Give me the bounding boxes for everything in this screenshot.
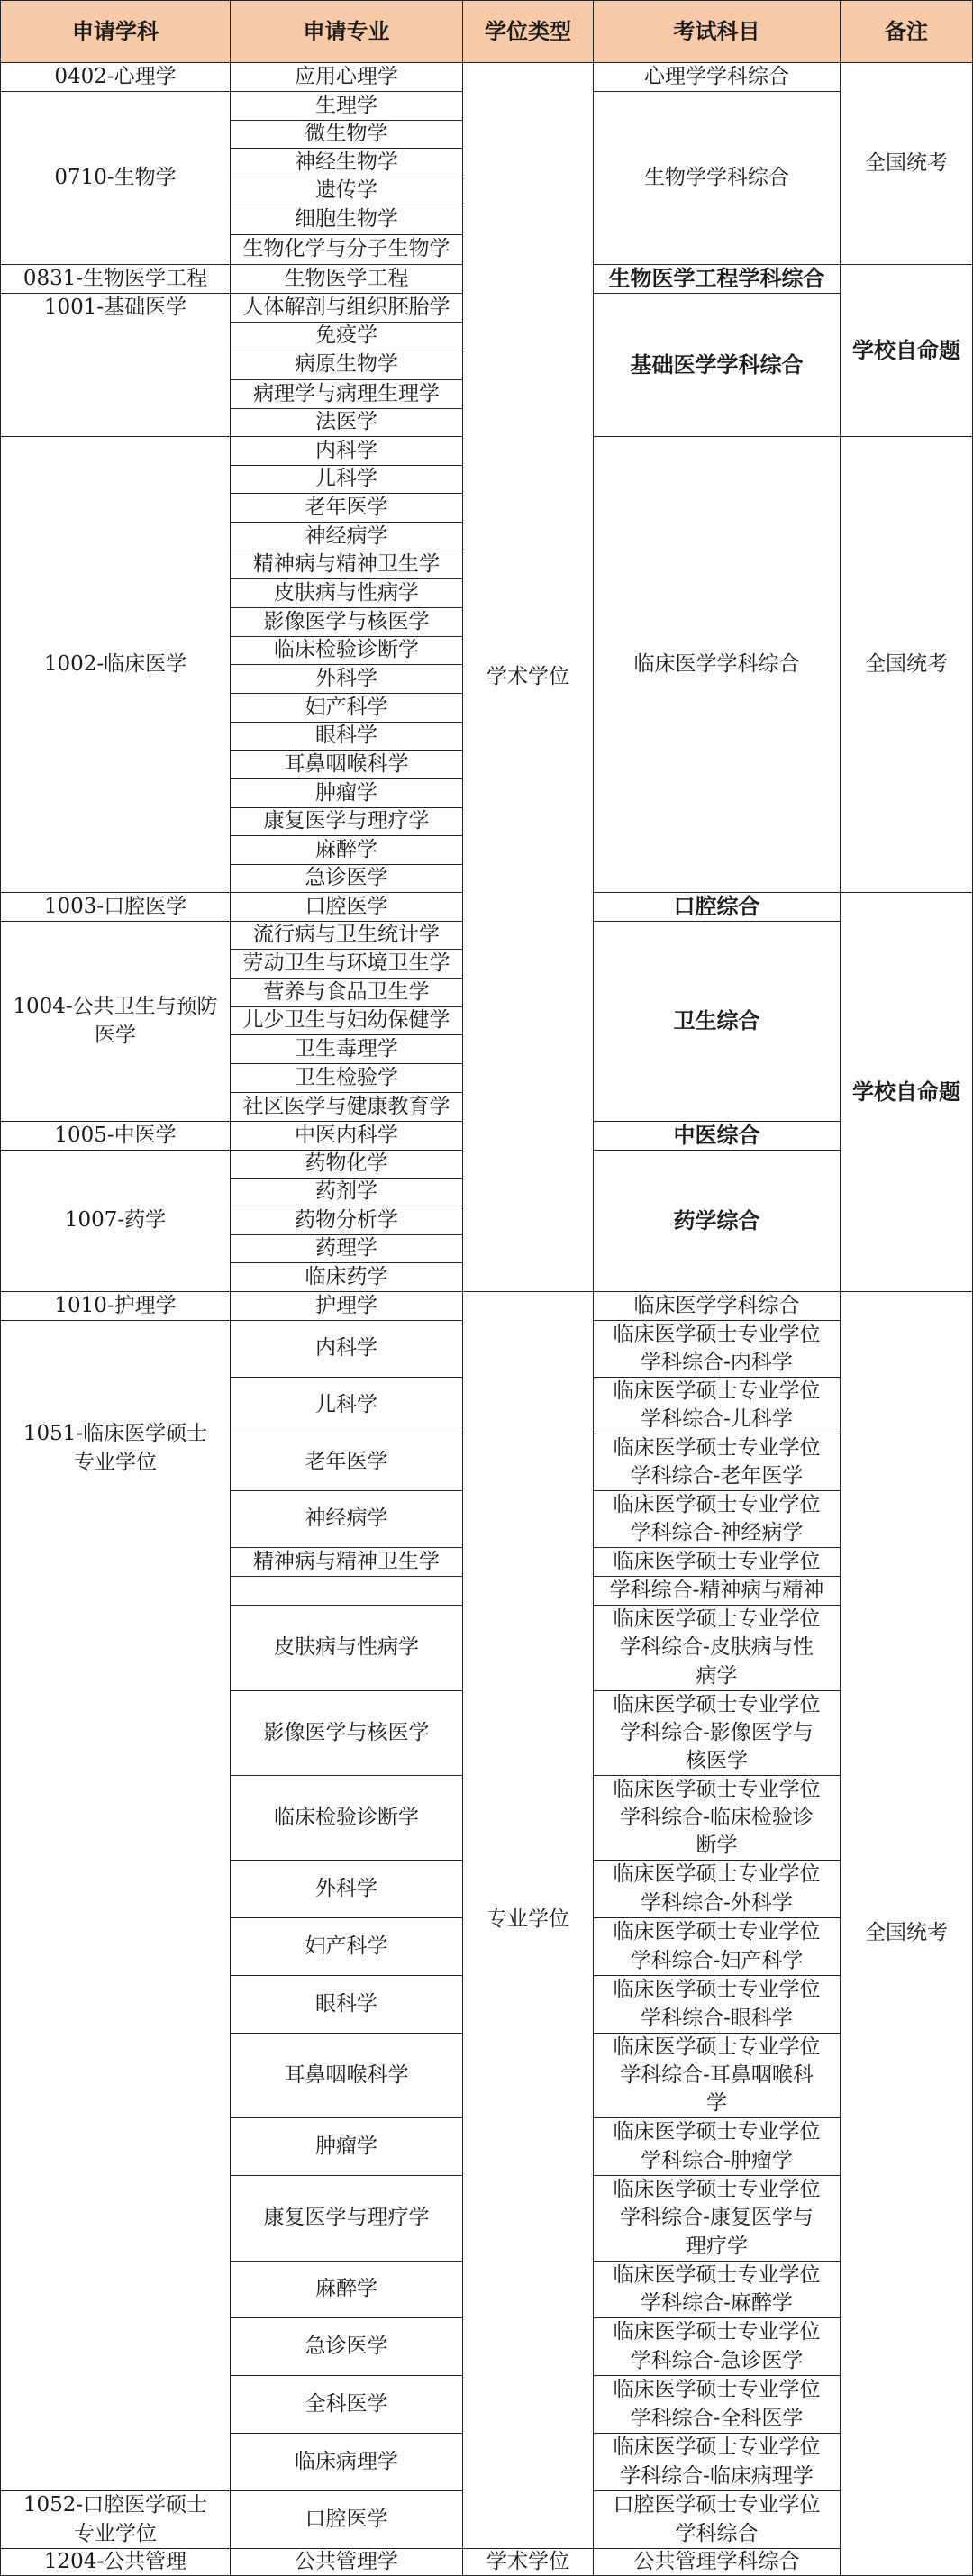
cell-remark [840,1291,973,2576]
cell-remark [840,264,973,437]
cell-major [230,2317,463,2376]
cell-major [230,1178,463,1206]
cell-remark [840,892,973,1292]
cell-text: 临床医学硕士专业学位 学科综合-临床检验诊 断学 [613,1777,821,1858]
cell-subject [0,892,231,922]
cell-text: 申请学科 [72,17,159,44]
cell-text: 临床医学硕士专业学位 学科综合-儿科学 [613,1379,821,1431]
cell-text: 耳鼻咽喉科学 [284,2062,409,2087]
cell-subject [0,1320,231,1577]
cell-text: 神经病学 [305,1506,388,1531]
cell-major [230,322,463,350]
cell-text: 临床医学硕士专业学位 学科综合-神经病学 [613,1492,821,1544]
cell-major [230,2375,463,2434]
cell-subject [0,2490,231,2549]
cell-exam [593,1150,841,1292]
cell-text: 药剂学 [315,1179,377,1204]
cell-subject [0,1150,231,1292]
cell-text: 临床医学学科综合 [633,1293,800,1317]
cell-text: 0831-生物医学工程 [23,266,208,290]
cell-text: 口腔医学硕士专业学位 学科综合 [613,2493,821,2545]
cell-degree-type [462,62,594,1292]
cell-text: 全国统考 [865,651,948,676]
cell-exam [593,1576,841,1606]
cell-major [230,1092,463,1122]
cell-text: 1001-基础医学 [43,296,187,319]
cell-text: 1007-药学 [64,1208,167,1233]
cell-text: 儿科学 [315,1393,377,1417]
cell-text: 临床检验诊断学 [274,1805,419,1829]
cell-text: 微生物学 [305,122,388,146]
cell-exam [593,1434,841,1491]
cell-remark [840,436,973,893]
cell-major [230,436,463,466]
cell-major [230,1320,463,1378]
cell-major [230,293,463,323]
cell-exam [593,892,841,922]
cell-text: 临床检验诊断学 [274,638,419,662]
cell-text: 全国统考 [865,1921,948,1945]
cell-text: 康复医学与理疗学 [263,809,430,833]
cell-major [230,148,463,177]
cell-text: 临床医学硕士专业学位 学科综合-急诊医学 [613,2320,821,2372]
cell-text: 公共管理学科综合 [633,2549,800,2573]
cell-major [230,493,463,523]
cell-text: 劳动卫生与环境卫生学 [242,951,450,975]
cell-major [230,949,463,979]
cell-exam [593,1860,841,1918]
header-remark [840,0,973,63]
cell-subject [0,293,231,350]
cell-exam [593,2433,841,2491]
cell-text: 临床医学硕士专业学位 学科综合-全科医学 [613,2378,821,2430]
cell-remark [840,62,973,265]
cell-exam [593,293,841,437]
cell-text: 麻醉学 [315,2277,377,2301]
cell-major [230,1063,463,1093]
cell-text: 妇产科学 [305,695,388,719]
cell-degree-type [462,1291,594,2549]
cell-text: 流行病与卫生统计学 [253,923,440,947]
cell-text: 口腔医学 [305,894,388,918]
cell-major [230,1605,463,1691]
cell-major [230,1291,463,1321]
cell-text: 护理学 [315,1293,377,1317]
cell-degree-type [462,2548,594,2576]
cell-major [230,750,463,779]
cell-subject [0,264,231,294]
cell-text: 病原生物学 [295,352,398,377]
cell-text: 肿瘤学 [315,780,377,805]
cell-exam [593,1975,841,2034]
cell-text: 考试科目 [673,17,760,44]
cell-major [230,1121,463,1151]
cell-major [230,1547,463,1577]
cell-text: 内科学 [315,438,377,462]
header-subject [0,0,231,63]
cell-major [230,1206,463,1235]
cell-text: 口腔医学 [305,2507,388,2531]
cell-major [230,892,463,922]
cell-major [230,350,463,380]
cell-text: 基础医学学科综合 [630,350,804,378]
cell-text: 临床医学硕士专业学位 学科综合-临床病理学 [613,2435,821,2488]
cell-major [230,205,463,235]
header-degree-type [462,0,594,63]
cell-exam [593,2375,841,2434]
cell-text: 肿瘤学 [315,2134,377,2158]
cell-major [230,465,463,494]
cell-subject [0,1291,231,1321]
cell-text: 外科学 [315,1876,377,1900]
cell-text: 1003-口腔医学 [43,894,187,918]
cell-major [230,91,463,121]
cell-text: 临床医学硕士专业学位 学科综合-肿瘤学 [613,2120,821,2172]
cell-exam [593,1690,841,1776]
cell-major [230,864,463,893]
cell-major [230,2490,463,2549]
cell-exam [593,1605,841,1691]
cell-major [230,1576,463,1606]
cell-exam [593,921,841,1122]
cell-text: 临床医学硕士专业学位 学科综合-妇产科学 [613,1920,821,1972]
cell-text: 生物化学与分子生物学 [242,237,450,261]
header-exam [593,0,841,63]
cell-text: 影像医学与核医学 [263,1720,430,1744]
cell-text: 神经病学 [305,523,388,548]
cell-text: 药学综合 [673,1206,760,1233]
cell-text: 临床医学硕士专业学位 学科综合-麻醉学 [613,2262,821,2315]
cell-text: 营养与食品卫生学 [263,979,430,1004]
cell-text: 全国统考 [865,150,948,175]
cell-major [230,120,463,149]
cell-major [230,1150,463,1179]
cell-text: 儿少卫生与妇幼保健学 [242,1008,450,1033]
merge-cover [1,1575,230,1578]
cell-major [230,1006,463,1035]
cell-text: 法医学 [315,410,377,434]
cell-text: 临床医学硕士专业学位 学科综合-耳鼻咽喉科 学 [613,2034,821,2116]
cell-exam [593,1775,841,1861]
cell-exam [593,436,841,893]
cell-text: 生理学 [315,93,377,117]
cell-text: 中医综合 [673,1122,760,1149]
cell-major [230,807,463,836]
cell-major [230,62,463,92]
cell-text: 影像医学与核医学 [263,609,430,633]
cell-text: 眼科学 [315,1991,377,2016]
cell-text: 康复医学与理疗学 [263,2206,430,2230]
cell-text: 0710-生物学 [54,165,177,189]
cell-subject [0,1576,231,2491]
cell-major [230,2033,463,2118]
cell-text: 1204-公共管理 [43,2549,187,2573]
cell-subject [0,62,231,92]
cell-text: 精神病与精神卫生学 [253,1549,440,1573]
cell-text: 1010-护理学 [54,1293,177,1317]
cell-text: 急诊医学 [305,866,388,890]
cell-text: 卫生综合 [673,1007,760,1034]
cell-text: 全科医学 [305,2391,388,2416]
cell-major [230,1262,463,1292]
cell-text: 卫生毒理学 [295,1036,398,1060]
cell-text: 病理学与病理生理学 [253,381,440,405]
cell-exam [593,2175,841,2262]
cell-exam [593,2033,841,2118]
cell-major [230,1234,463,1263]
cell-exam [593,2490,841,2549]
cell-text: 学术学位 [486,664,569,688]
cell-text: 儿科学 [315,467,377,491]
cell-major [230,636,463,665]
cell-exam [593,1320,841,1378]
cell-text: 1005-中医学 [54,1123,177,1147]
cell-text: 临床医学硕士专业学位 学科综合-皮肤病与性 病学 [613,1607,821,1688]
merge-cover [1,349,230,351]
cell-text: 1002-临床医学 [43,651,187,676]
cell-major [230,1377,463,1434]
cell-major [230,1434,463,1491]
cell-major [230,664,463,694]
cell-text: 人体解剖与组织胚胎学 [242,295,450,319]
cell-text: 眼科学 [315,724,377,748]
cell-text: 药物分析学 [295,1207,398,1232]
cell-text: 备注 [885,17,928,44]
cell-major [230,177,463,205]
cell-major [230,722,463,751]
cell-text: 临床医学硕士专业学位 学科综合-外科学 [613,1862,821,1915]
cell-major [230,264,463,294]
cell-text: 临床医学硕士专业学位 学科综合-康复医学与 理疗学 [613,2178,821,2258]
cell-text: 口腔综合 [673,893,760,920]
cell-text: 内科学 [315,1336,377,1361]
cell-major [230,2175,463,2262]
cell-exam [593,1547,841,1577]
cell-major [230,1975,463,2034]
cell-text: 生物医学工程 [284,266,409,290]
cell-text: 临床医学硕士专业学位 学科综合-内科学 [613,1322,821,1374]
cell-major [230,1690,463,1776]
cell-text: 0402-心理学 [54,64,177,88]
cell-text: 1052-口腔医学硕士 专业学位 [23,2493,208,2545]
cell-subject [0,91,231,265]
cell-text: 心理学学科综合 [644,64,789,88]
cell-major [230,2261,463,2318]
cell-exam [593,1291,841,1321]
cell-text: 学科综合-精神病与精神 [609,1578,824,1602]
cell-text: 外科学 [315,666,377,690]
cell-major [230,1490,463,1548]
cell-major [230,693,463,723]
cell-text: 细胞生物学 [295,207,398,232]
cell-text: 麻醉学 [315,837,377,861]
cell-major [230,522,463,551]
cell-text: 专业学位 [486,1907,569,1932]
cell-text: 临床医学硕士专业学位 [613,1549,821,1573]
cell-major [230,1775,463,1861]
cell-major [230,408,463,437]
cell-major [230,1860,463,1918]
cell-text: 学位类型 [485,17,571,44]
cell-text: 妇产科学 [305,1934,388,1958]
cell-text: 社区医学与健康教育学 [242,1094,450,1118]
cell-text: 1051-临床医学硕士 专业学位 [23,1422,208,1474]
cell-major [230,921,463,950]
header-major [230,0,463,63]
cell-text: 1004-公共卫生与预防 医学 [13,995,218,1047]
cell-text: 老年医学 [305,495,388,519]
cell-text: 精神病与精神卫生学 [253,552,440,577]
cell-subject [0,2548,231,2576]
cell-text: 药物化学 [305,1151,388,1176]
cell-text: 药理学 [315,1236,377,1261]
cell-major [230,2433,463,2491]
cell-text: 学校自命题 [852,1078,960,1105]
cell-exam [593,62,841,92]
cell-major [230,551,463,579]
cell-major [230,234,463,265]
cell-exam [593,264,841,294]
cell-text: 耳鼻咽喉科学 [284,751,409,776]
cell-exam [593,1377,841,1434]
cell-exam [593,2117,841,2176]
cell-major [230,1917,463,1976]
cell-text: 卫生检验学 [295,1065,398,1089]
cell-text: 临床药学 [305,1264,388,1288]
cell-major [230,2117,463,2176]
cell-subject [0,436,231,893]
cell-exam [593,91,841,265]
cell-text: 皮肤病与性病学 [274,580,419,605]
cell-subject [0,350,231,437]
cell-text: 中医内科学 [295,1123,398,1147]
cell-text: 生物学学科综合 [644,165,789,189]
cell-text: 临床医学学科综合 [633,651,800,676]
cell-exam [593,1121,841,1151]
cell-subject [0,1121,231,1151]
cell-exam [593,2317,841,2376]
cell-text: 学校自命题 [852,336,960,363]
cell-text: 遗传学 [315,178,377,203]
cell-exam [593,1490,841,1548]
cell-text: 公共管理学 [295,2549,398,2573]
cell-text: 学术学位 [486,2549,569,2573]
cell-text: 免疫学 [315,323,377,348]
cell-text: 申请专业 [303,17,390,44]
cell-major [230,379,463,409]
cell-text: 老年医学 [305,1450,388,1474]
cell-text: 临床医学硕士专业学位 学科综合-眼科学 [613,1978,821,2030]
cell-major [230,2548,463,2576]
cell-text: 急诊医学 [305,2334,388,2358]
cell-major [230,978,463,1007]
cell-exam [593,2261,841,2318]
cell-major [230,607,463,637]
cell-exam [593,2548,841,2576]
cell-text: 临床医学硕士专业学位 学科综合-老年医学 [613,1435,821,1488]
cell-text: 临床病理学 [295,2449,398,2473]
cell-exam [593,1917,841,1976]
cell-major [230,1034,463,1064]
cell-major [230,778,463,808]
cell-text: 皮肤病与性病学 [274,1635,419,1660]
cell-text: 生物医学工程学科综合 [608,265,825,292]
cell-major [230,578,463,608]
cell-subject [0,921,231,1122]
cell-text: 神经生物学 [295,150,398,174]
cell-text: 应用心理学 [295,64,398,88]
cell-major [230,835,463,865]
cell-text: 临床医学硕士专业学位 学科综合-影像医学与 核医学 [613,1692,821,1773]
